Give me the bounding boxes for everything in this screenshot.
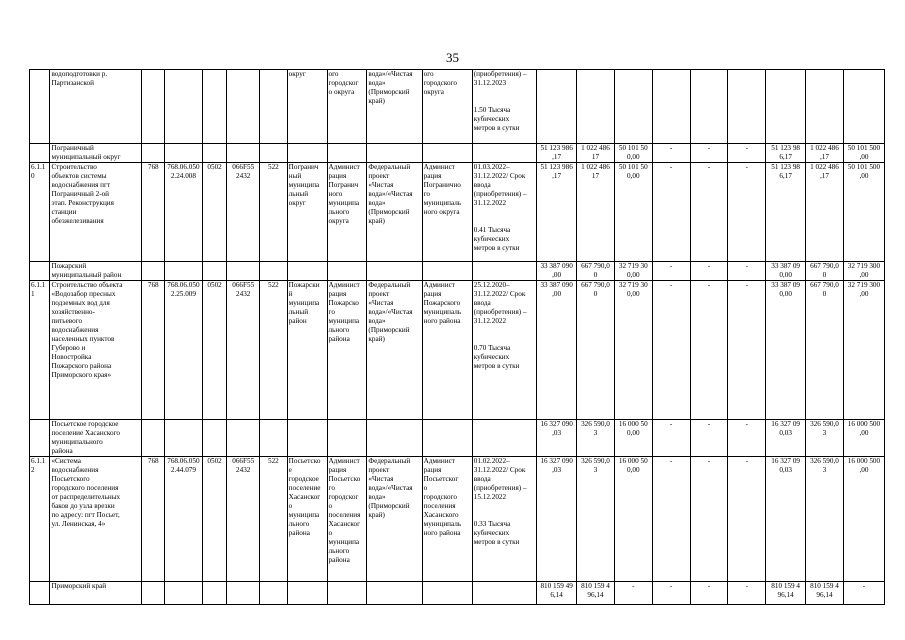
table-cell: Пожарский муниципальный район	[50, 262, 142, 281]
table-cell: -	[728, 457, 766, 582]
table-cell: Федеральный проект «Чистая вода»/«Чистая вода» (Приморский край)	[367, 281, 422, 420]
table-cell: 810 159 4 96,14	[766, 582, 806, 605]
table-cell: -	[652, 420, 690, 457]
table-cell: 066F55 2432	[227, 163, 260, 262]
table-cell	[202, 420, 227, 457]
table-cell: 16 000 500 ,00	[843, 420, 884, 457]
table-cell: 50 101 50 0,00	[614, 144, 652, 163]
table-cell: Приморский край	[50, 582, 142, 605]
table-cell: -	[728, 163, 766, 262]
table-cell: 50 101 500 ,00	[843, 144, 884, 163]
table-cell: 01.02.2022– 31.12.2022/ Срок ввода (приобретения) – 15.12.2022 0.33 Тысяча кубических метров в сутки	[472, 457, 536, 582]
table-cell	[142, 420, 165, 457]
table-cell: -	[690, 281, 728, 420]
table-cell: -	[652, 281, 690, 420]
table-cell: 810 159 4 96,14	[577, 582, 615, 605]
table-cell: 16 327 09 0,03	[766, 420, 806, 457]
group-row	[30, 420, 885, 457]
table-cell	[472, 420, 536, 457]
table-cell: 16 327 090 ,03	[537, 457, 577, 582]
table-cell	[690, 70, 728, 144]
table-cell	[30, 262, 50, 281]
table-cell: 01.03.2022– 31.12.2022/ Срок ввода (приобретения) – 31.12.2022 0.41 Тысяча кубических метров в сутки	[472, 163, 536, 262]
table-cell: 6.1.10	[30, 163, 50, 262]
table-cell: 768	[142, 281, 165, 420]
table-cell: 768.06.050 2.24.008	[164, 163, 202, 262]
table-cell: 6.1.12	[30, 457, 50, 582]
table-cell	[142, 144, 165, 163]
table-cell: 1 022 486 17	[577, 163, 615, 262]
table-cell: -	[728, 144, 766, 163]
table-cell: 810 159 49 6,14	[537, 582, 577, 605]
table-cell	[472, 144, 536, 163]
table-cell	[227, 420, 260, 457]
table-cell: 810 159 4 96,14	[806, 582, 844, 605]
table-cell	[260, 420, 288, 457]
table-cell: ого городского округа	[422, 70, 472, 144]
table-cell	[367, 262, 422, 281]
table-cell: 16 000 50 0,00	[614, 420, 652, 457]
table-cell: 16 000 500 ,00	[843, 457, 884, 582]
table-cell: 522	[260, 163, 288, 262]
table-cell: 32 719 30 0,00	[614, 281, 652, 420]
table-cell	[652, 70, 690, 144]
table-cell	[806, 70, 844, 144]
table-cell	[614, 70, 652, 144]
table-cell: -	[690, 420, 728, 457]
table-cell: Админист рация Пожарско го муниципа льного района	[327, 281, 367, 420]
table-cell	[537, 70, 577, 144]
budget-table	[29, 69, 885, 605]
project-row	[30, 163, 885, 262]
table-cell: -	[690, 582, 728, 605]
table-cell	[142, 262, 165, 281]
table-cell: 326 590,0 3	[806, 457, 844, 582]
table-cell	[422, 144, 472, 163]
table-cell: 768.06.050 2.25.009	[164, 281, 202, 420]
table-cell	[577, 70, 615, 144]
table-cell	[260, 144, 288, 163]
table-cell	[260, 582, 288, 605]
table-cell: -	[690, 144, 728, 163]
table-cell: 32 719 30 0,00	[614, 262, 652, 281]
table-cell: 326 590,0 3	[577, 420, 615, 457]
table-cell	[472, 582, 536, 605]
table-cell: 667 790,0 0	[577, 262, 615, 281]
table-cell	[164, 144, 202, 163]
table-cell: 768	[142, 163, 165, 262]
table-cell	[843, 70, 884, 144]
table-cell: -	[728, 262, 766, 281]
table-cell: Пограничный муниципальный округ	[50, 144, 142, 163]
table-cell	[287, 144, 327, 163]
table-cell: Погранич ный муниципа льный округ	[287, 163, 327, 262]
table-cell	[367, 144, 422, 163]
table-cell: 1 022 486 ,17	[806, 163, 844, 262]
table-cell: 768.06.050 2.44.079	[164, 457, 202, 582]
table-cell: 1 022 486 ,17	[806, 144, 844, 163]
table-cell: Строительство объекта «Водозабор пресных подземных вод для хозяйственно- питьевого водоснабжения населенных пунктов Губерово и Новостройка Пожарского района Приморского края»	[50, 281, 142, 420]
group-row	[30, 262, 885, 281]
table-cell: 1 022 486 17	[577, 144, 615, 163]
table-cell: 50 101 500 ,00	[843, 163, 884, 262]
table-cell: -	[652, 457, 690, 582]
table-cell	[30, 420, 50, 457]
table-cell	[227, 144, 260, 163]
table-cell: 32 719 300 ,00	[843, 262, 884, 281]
group-row	[30, 144, 885, 163]
table-cell: Админист рация Погранично го муниципаль ного округа	[422, 163, 472, 262]
table-cell: 51 123 986 ,17	[537, 163, 577, 262]
table-cell	[202, 582, 227, 605]
table-cell: Админист рация Пожарского муниципаль ного района	[422, 281, 472, 420]
table-cell: Пожарски й муниципа льный район	[287, 281, 327, 420]
table-cell: 326 590,0 3	[577, 457, 615, 582]
table-cell	[164, 582, 202, 605]
table-cell: 667 790,0 0	[806, 262, 844, 281]
table-cell: (приобретения) – 31.12.2023 1.50 Тысяча кубических метров в сутки	[472, 70, 536, 144]
table-cell	[227, 582, 260, 605]
table-cell	[287, 262, 327, 281]
table-cell: 522	[260, 457, 288, 582]
project-row	[30, 457, 885, 582]
table-cell	[367, 420, 422, 457]
table-cell: 066F55 2432	[227, 281, 260, 420]
table-cell: 33 387 090 ,00	[537, 262, 577, 281]
table-cell	[30, 582, 50, 605]
page-number: 35	[446, 50, 459, 65]
table-cell: 16 327 090 ,03	[537, 420, 577, 457]
table-cell	[30, 70, 50, 144]
table-cell	[728, 70, 766, 144]
table-cell: 066F55 2432	[227, 457, 260, 582]
table-cell: ого городског о округа	[327, 70, 367, 144]
table-cell: 667 790,0 0	[806, 281, 844, 420]
table-cell	[142, 70, 165, 144]
table-cell: -	[652, 144, 690, 163]
table-cell: 33 387 09 0,00	[766, 262, 806, 281]
table-cell	[422, 262, 472, 281]
table-cell: 768	[142, 457, 165, 582]
table-cell	[164, 70, 202, 144]
table-cell	[327, 582, 367, 605]
table-cell: -	[690, 457, 728, 582]
table-cell: -	[614, 582, 652, 605]
table-cell: -	[690, 163, 728, 262]
table-cell: 522	[260, 281, 288, 420]
table-cell: «Система водоснабжения Посьетского городского поселения от распределительных баков до узла врезки по адресу: пгт Посьет, ул. Ленинская, 4»	[50, 457, 142, 582]
table-cell: 667 790,0 0	[577, 281, 615, 420]
table-cell: округ	[287, 70, 327, 144]
table-cell: 0502	[202, 163, 227, 262]
table-cell: 326 590,0 3	[806, 420, 844, 457]
total-row	[30, 582, 885, 605]
table-cell: -	[652, 262, 690, 281]
table-cell	[202, 70, 227, 144]
table-cell: 25.12.2020– 31.12.2022/ Срок ввода (приобретения) – 31.12.2022 0.70 Тысяча кубических метров в сутки	[472, 281, 536, 420]
table-cell: 6.1.11	[30, 281, 50, 420]
table-cell	[164, 420, 202, 457]
table-cell: -	[652, 582, 690, 605]
table-cell	[202, 144, 227, 163]
table-cell: 32 719 300 ,00	[843, 281, 884, 420]
table-cell: 0502	[202, 281, 227, 420]
table-cell	[260, 262, 288, 281]
table-cell	[202, 262, 227, 281]
table-cell	[164, 262, 202, 281]
table-cell	[142, 582, 165, 605]
table-cell: Федеральный проект «Чистая вода»/«Чистая вода» (Приморский край)	[367, 457, 422, 582]
table-cell: 51 123 986 ,17	[537, 144, 577, 163]
table-cell	[30, 144, 50, 163]
table-cell: Посьетско е городское поселение Хасанског о муниципа льного района	[287, 457, 327, 582]
table-cell: -	[728, 281, 766, 420]
table-cell	[472, 262, 536, 281]
table-cell: -	[728, 582, 766, 605]
table-cell: Строительство объектов системы водоснабжения пгт Пограничный 2-ой этап. Реконструкция станции обезжелезивания	[50, 163, 142, 262]
table-cell	[367, 582, 422, 605]
table-cell	[260, 70, 288, 144]
table-cell: Админист рация Посьетског о городского поселения Хасанского муниципаль ного района	[422, 457, 472, 582]
table-cell: водоподготовки р. Партизанской	[50, 70, 142, 144]
continuation-row	[30, 70, 885, 144]
table-cell: Админист рация Посьетско го городског о поселения Хасанског о муниципа льного района	[327, 457, 367, 582]
table-cell: вода»/«Чистая вода» (Приморский край)	[367, 70, 422, 144]
table-cell	[327, 420, 367, 457]
table-cell: Посьетское городское поселение Хасанского муниципального района	[50, 420, 142, 457]
table-cell	[287, 582, 327, 605]
project-row	[30, 281, 885, 420]
table-cell: Админист рация Погранич ного муниципа льного округа	[327, 163, 367, 262]
table-cell: 33 387 09 0,00	[766, 281, 806, 420]
table-cell: 16 327 09 0,03	[766, 457, 806, 582]
table-cell: 33 387 090 ,00	[537, 281, 577, 420]
table-cell	[422, 420, 472, 457]
table-cell: Федеральный проект «Чистая вода»/«Чистая вода» (Приморский край)	[367, 163, 422, 262]
table-cell	[766, 70, 806, 144]
table-cell	[287, 420, 327, 457]
table-cell: -	[843, 582, 884, 605]
table-cell: -	[728, 420, 766, 457]
table-cell: -	[690, 262, 728, 281]
table-cell	[227, 262, 260, 281]
table-cell: 50 101 50 0,00	[614, 163, 652, 262]
table-cell: 0502	[202, 457, 227, 582]
table-cell	[422, 582, 472, 605]
table-cell	[227, 70, 260, 144]
table-cell: -	[652, 163, 690, 262]
table-cell	[327, 262, 367, 281]
table-cell: 51 123 98 6,17	[766, 144, 806, 163]
table-cell: 51 123 98 6,17	[766, 163, 806, 262]
table-cell	[327, 144, 367, 163]
table-cell: 16 000 50 0,00	[614, 457, 652, 582]
